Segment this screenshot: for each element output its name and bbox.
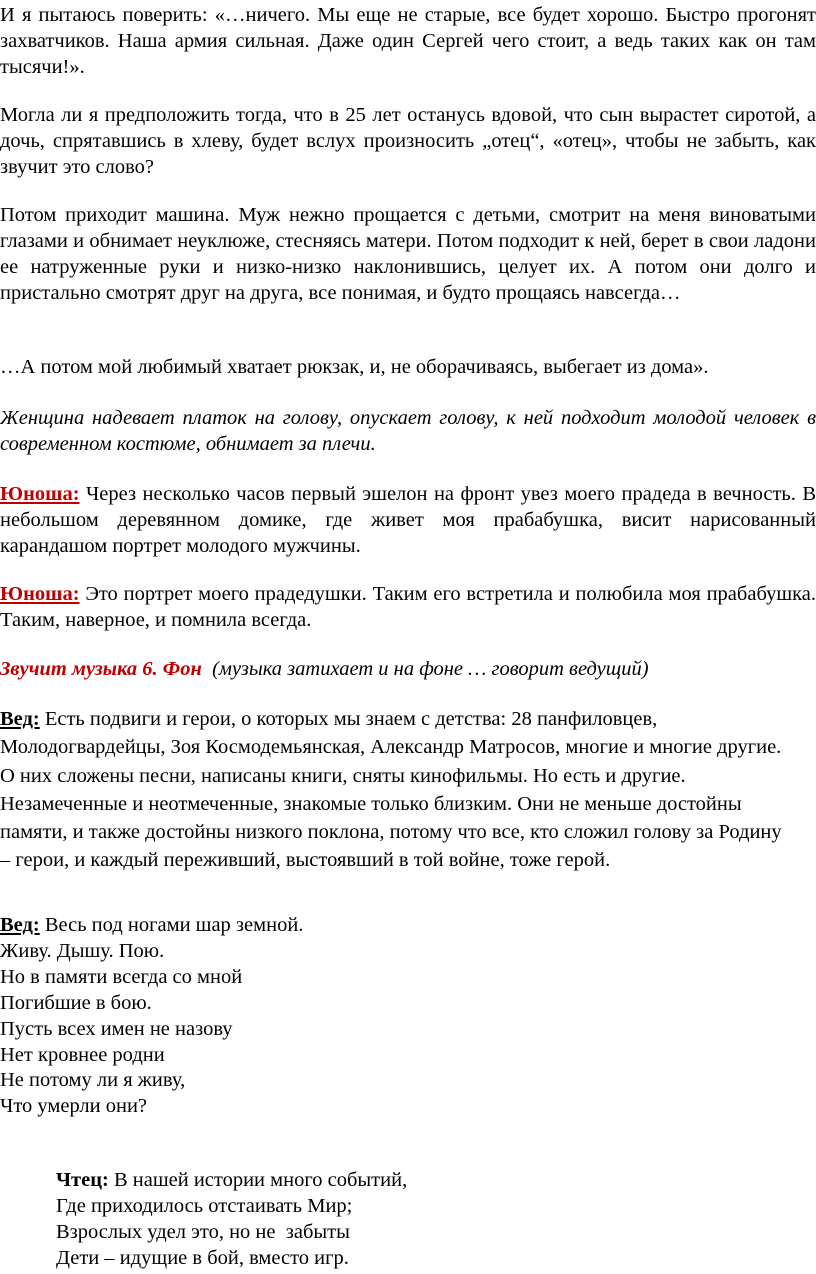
paragraph-youth-1-text: Через несколько часов первый эшелон на фронт увез моего прадеда в вечность. В небольшом деревянном домике, где живет моя прабабушка, висит нарисованный карандашом портрет молодого мужчины. <box>0 483 816 557</box>
poem-host-line: Нет кровнее родни <box>0 1043 165 1066</box>
paragraph-youth-2-text: Это портрет моего прадедушки. Таким его встретила и полюбила моя прабабушка. Таким, наверное, и помнила всегда. <box>0 583 816 631</box>
paragraph-2-text: Могла ли я предположить тогда, что в 25 лет останусь вдовой, что сын вырастет сиротой, а дочь, спрятавшись в хлеву, будет вслух произносить „отец“, «отец», чтобы не забыть, как звучит это слово? <box>0 104 816 178</box>
poem-host-line: Пусть всех имен не назову <box>0 1017 233 1040</box>
poem-host-line: Но в памяти всегда со мной <box>0 965 243 988</box>
poem-host-line: Живу. Дышу. Пою. <box>0 939 165 962</box>
stage-direction-text: Женщина надевает платок на голову, опускает голову, к ней подходит молодой человек в современном костюме, обнимает за плечи. <box>0 407 816 455</box>
paragraph-3-text: Потом приходит машина. Муж нежно прощается с детьми, смотрит на меня виноватыми глазами и обнимает неуклюже, стесняясь матери. Потом подходит к ней, берет в свои ладони ее натруженные руки и низко-низко наклонившись, целует их. А потом они долго и пристально смотрят друг на друга, все понимая, и будто прощаясь навсегда… <box>0 204 816 304</box>
poem-host-line: Что умерли они? <box>0 1095 148 1118</box>
poem-reader-line: Где приходилось отстаивать Мир; <box>56 1195 353 1217</box>
paragraph-2 <box>0 102 816 180</box>
paragraph-4-text: …А потом мой любимый хватает рюкзак, и, не оборачиваясь, выбегает из дома». <box>0 356 709 378</box>
poem-reader-line: Взрослых удел это, но не забыты <box>56 1221 350 1243</box>
paragraph-4 <box>0 354 816 380</box>
poem-host <box>0 913 816 1120</box>
paragraph-youth-2 <box>0 581 816 633</box>
music-cue <box>0 656 816 682</box>
speaker-reader-label: Чтец: <box>56 1169 109 1191</box>
music-cue-note: (музыка затихает и на фоне … говорит ведущий) <box>201 658 649 680</box>
speaker-host-label: Вед: <box>0 914 40 936</box>
paragraph-youth-1 <box>0 481 816 559</box>
speaker-youth-label: Юноша: <box>0 483 80 505</box>
poem-reader <box>56 1167 776 1271</box>
poem-reader-line <box>56 1167 776 1193</box>
speaker-host-label: Вед: <box>0 708 40 730</box>
speaker-youth-label: Юноша: <box>0 583 80 605</box>
poem-reader-first-line: В нашей истории много событий, <box>108 1169 408 1191</box>
music-cue-label: Звучит музыка 6. Фон <box>0 658 202 680</box>
stage-direction <box>0 405 816 457</box>
poem-host-first-line: Весь под ногами шар земной. <box>39 914 304 936</box>
poem-host-line <box>0 913 816 939</box>
paragraph-host <box>0 705 790 875</box>
paragraph-host-text: Есть подвиги и герои, о которых мы знаем с детства: 28 панфиловцев, Молодогвардейцы, Зоя Космодемьянская, Александр Матросов, многие и многие другие. О них сложены песни, написаны книги, сняты кинофильмы. Но есть и другие. Незамеченные и неотмеченные, знакомые только близким. Они не меньше достойны памяти, и также достойны низкого поклона, потому что все, кто сложил голову за Родину – герои, и каждый переживший, выстоявший в той войне, тоже герой. <box>0 708 782 872</box>
paragraph-3 <box>0 202 816 306</box>
poem-host-line: Не потому ли я живу, <box>0 1069 186 1092</box>
paragraph-1 <box>0 2 816 80</box>
poem-host-line: Погибшие в бою. <box>0 991 152 1014</box>
paragraph-1-text: И я пытаюсь поверить: «…ничего. Мы еще не старые, все будет хорошо. Быстро прогонят захватчиков. Наша армия сильная. Даже один Сергей чего стоит, а ведь таких как он там тысячи!». <box>0 4 816 78</box>
poem-reader-line: Дети – идущие в бой, вместо игр. <box>56 1247 349 1269</box>
